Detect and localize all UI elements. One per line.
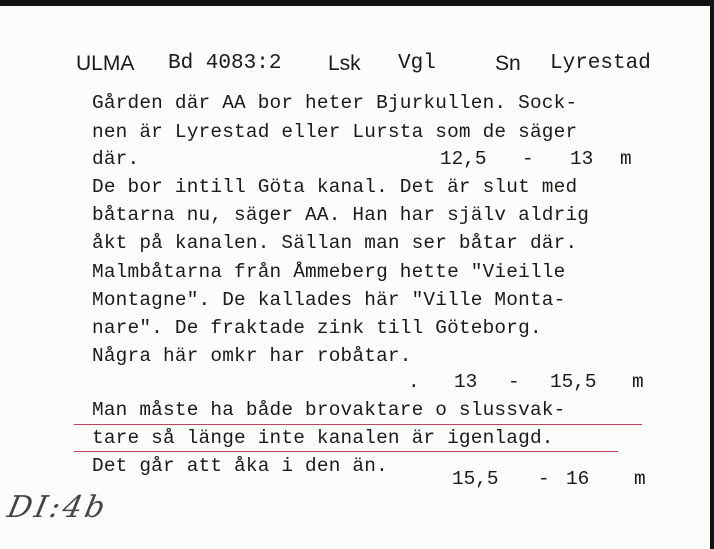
depth-dash: - (522, 148, 534, 170)
sn-value: Lyrestad (550, 52, 651, 75)
depth-from: 15,5 (452, 468, 499, 490)
text-line: nen är Lyrestad eller Lursta som de säger (92, 121, 578, 143)
text-line: båtarna nu, säger AA. Han har själv aldrig (92, 204, 590, 226)
depth-dash: - (538, 468, 550, 490)
text-line: Malmbåtarna från Åmmeberg hette "Vieille (92, 261, 566, 283)
text-line: där. (92, 148, 140, 170)
text-line: De bor intill Göta kanal. Det är slut med (92, 176, 578, 198)
scan-edge-right (710, 0, 714, 549)
depth-unit: m (632, 371, 644, 393)
handwritten-signum: DI:4b (4, 490, 112, 525)
depth-to: 13 (570, 148, 594, 170)
depth-unit: m (620, 148, 632, 170)
red-underline (74, 451, 618, 452)
depth-to: 16 (566, 468, 590, 490)
text-line: Montagne". De kallades här "Ville Monta- (92, 289, 566, 311)
red-underline (74, 424, 642, 425)
depth-dot: . (408, 371, 420, 393)
text-line: åkt på kanalen. Sällan man ser båtar där. (92, 232, 578, 254)
text-line-underlined: tare så länge inte kanalen är igenlagd. (92, 427, 554, 449)
depth-to: 15,5 (550, 371, 597, 393)
text-line: Det går att åka i den än. (92, 455, 388, 477)
lsk-value: Vgl (398, 52, 436, 75)
depth-unit: m (634, 468, 646, 490)
lsk-label: Lsk (328, 52, 361, 75)
text-line: nare". De fraktade zink till Göteborg. (92, 317, 542, 339)
text-line: Några här omkr har robåtar. (92, 345, 412, 367)
archive-label: ULMA (76, 52, 135, 75)
depth-from: 13 (454, 371, 478, 393)
text-line-underlined: Man måste ha både brovaktare o slussvak- (92, 399, 566, 421)
record-number: Bd 4083:2 (168, 52, 282, 75)
text-line: Gården där AA bor heter Bjurkullen. Sock- (92, 92, 578, 114)
depth-dash: - (508, 371, 520, 393)
sn-label: Sn (495, 52, 521, 75)
depth-from: 12,5 (440, 148, 487, 170)
